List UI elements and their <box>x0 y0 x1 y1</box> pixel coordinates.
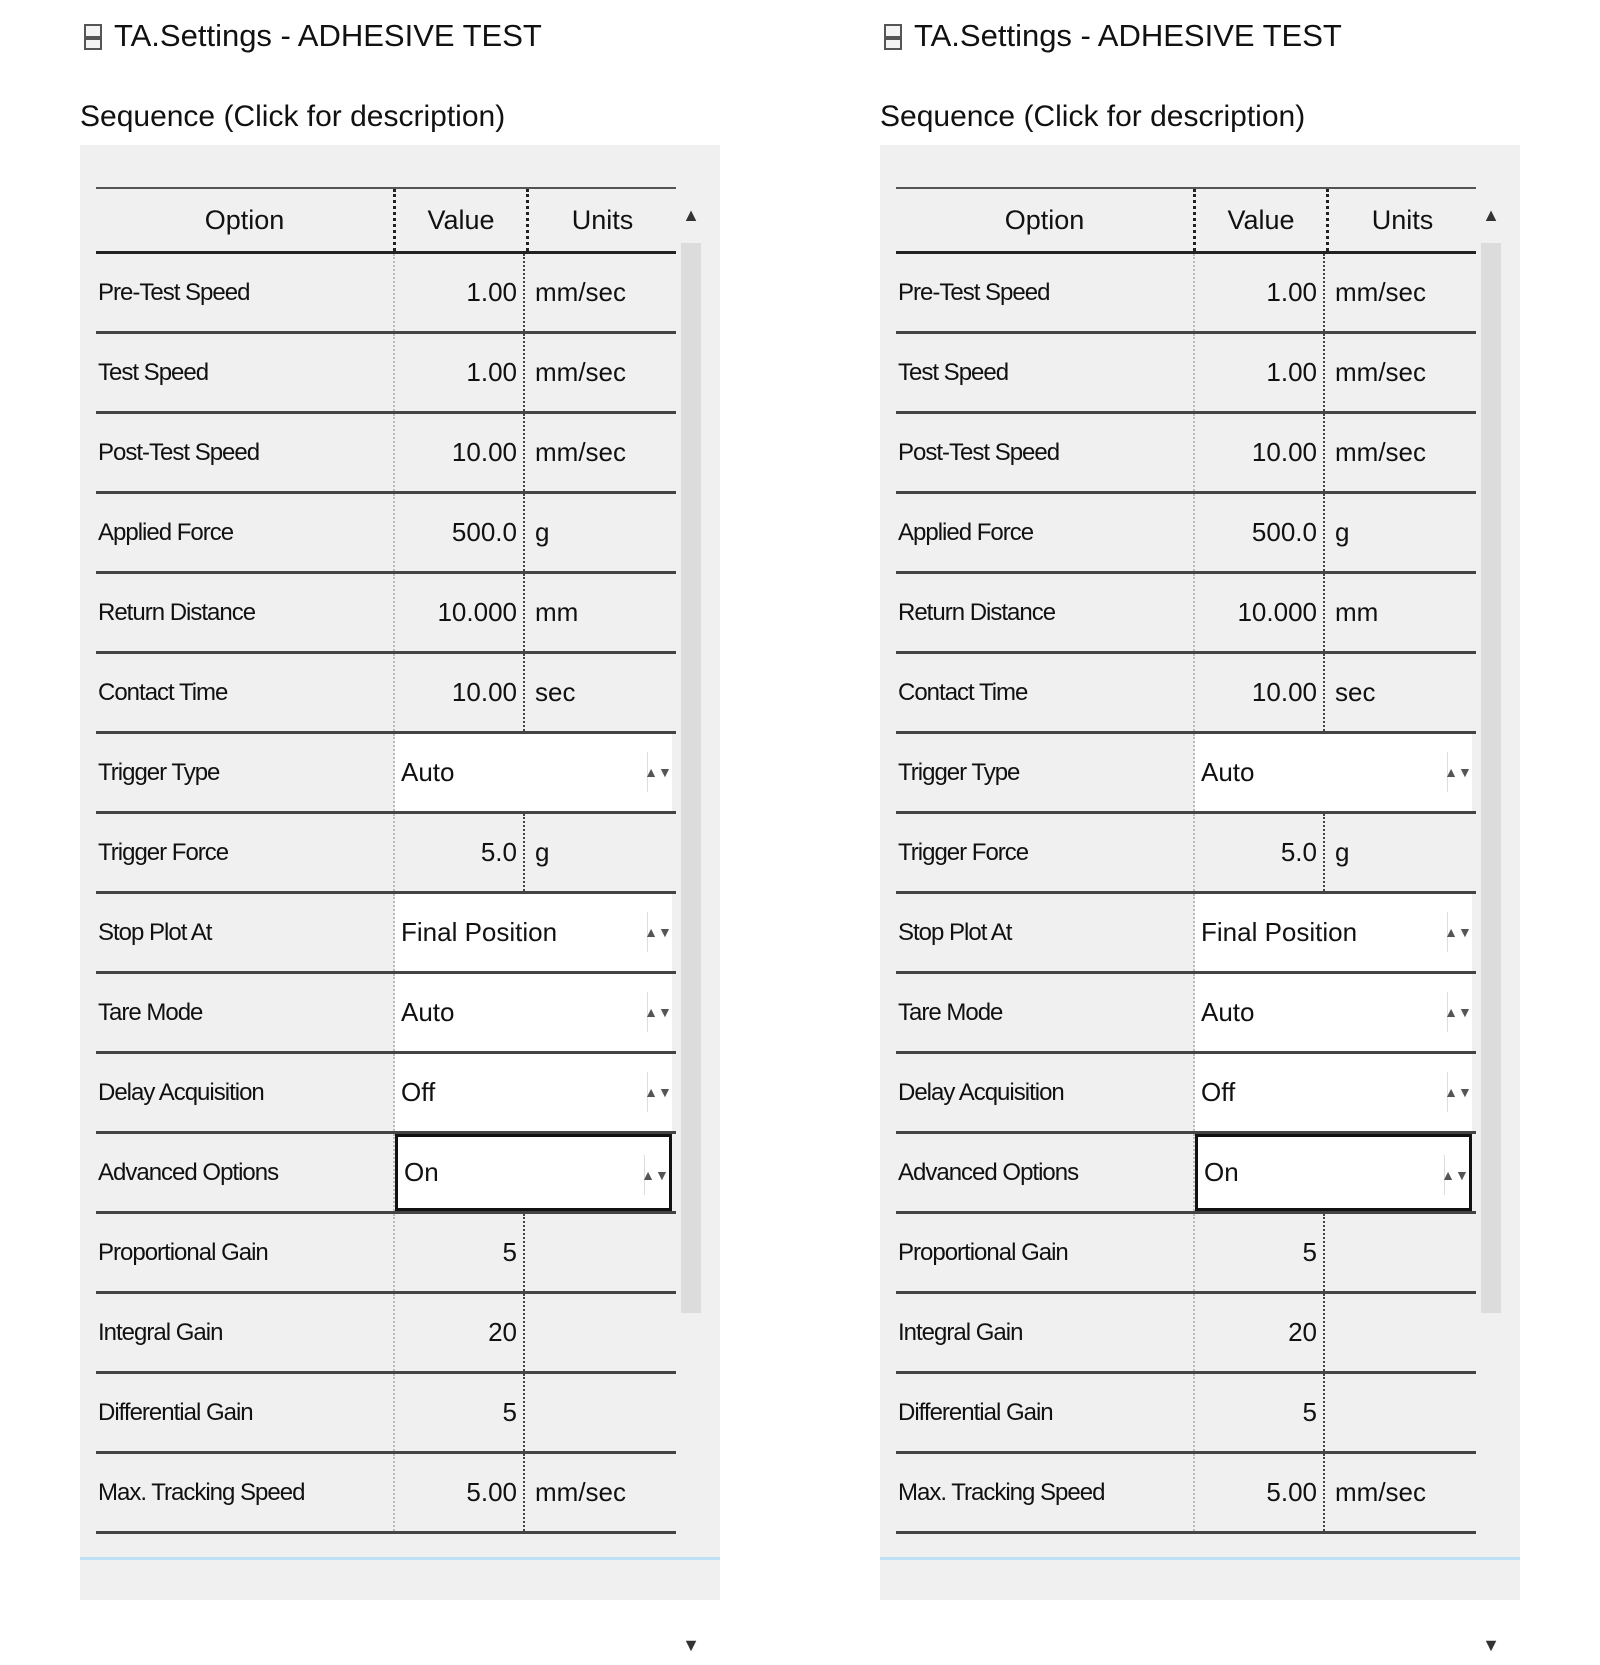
dropdown-arrow-icon[interactable]: ▲▼ <box>1447 1072 1468 1112</box>
table-row-test-speed[interactable] <box>96 334 676 414</box>
option-name: Pre-Test Speed <box>898 278 1050 306</box>
table-rows <box>96 254 676 1534</box>
table-row-post-test-speed[interactable] <box>96 414 676 494</box>
value-input[interactable]: 5 <box>1195 1374 1325 1451</box>
option-name: Contact Time <box>898 678 1028 706</box>
table-row-max-tracking-speed[interactable] <box>896 1454 1476 1534</box>
units-cell: mm <box>1335 597 1379 627</box>
value-input[interactable]: 1.00 <box>395 334 525 411</box>
settings-window-icon <box>80 21 104 51</box>
select-value: Auto <box>401 997 455 1027</box>
units-cell: mm/sec <box>1335 277 1426 307</box>
table-row-trigger-force[interactable] <box>96 814 676 894</box>
table-row-post-test-speed[interactable] <box>896 414 1476 494</box>
option-name: Differential Gain <box>98 1398 253 1426</box>
option-name: Post-Test Speed <box>98 438 260 466</box>
settings-table-box <box>80 145 720 1655</box>
delay-acquisition-select[interactable] <box>395 1054 672 1131</box>
option-name: Proportional Gain <box>98 1238 268 1266</box>
scroll-up-icon[interactable]: ▲ <box>682 204 700 225</box>
scroll-thumb[interactable] <box>1481 243 1501 1313</box>
option-name: Proportional Gain <box>898 1238 1068 1266</box>
option-cell <box>896 974 1195 1051</box>
advanced-options-select[interactable] <box>1195 1134 1472 1211</box>
units-cell: mm/sec <box>535 1477 626 1507</box>
table-row-advanced-options[interactable] <box>896 1134 1476 1214</box>
table-rows <box>896 254 1476 1534</box>
value-input[interactable]: 10.00 <box>395 654 525 731</box>
value-input[interactable]: 10.00 <box>395 414 525 491</box>
option-name: Return Distance <box>898 598 1056 626</box>
value-input[interactable]: 500.0 <box>395 494 525 571</box>
window-title <box>80 14 542 58</box>
units-cell: sec <box>1335 677 1376 707</box>
option-name: Tare Mode <box>98 998 203 1026</box>
table-row-return-distance[interactable] <box>96 574 676 654</box>
trigger-type-select[interactable] <box>395 734 672 811</box>
option-name: Max. Tracking Speed <box>898 1478 1105 1506</box>
table-row-trigger-type[interactable] <box>96 734 676 814</box>
scroll-up-icon[interactable]: ▲ <box>1482 204 1500 225</box>
advanced-options-select[interactable] <box>395 1134 672 1211</box>
option-cell <box>96 414 395 491</box>
table-row-differential-gain[interactable] <box>96 1374 676 1454</box>
table-row-proportional-gain[interactable] <box>96 1214 676 1294</box>
scroll-down-icon[interactable]: ▼ <box>1482 1634 1500 1655</box>
select-value: Auto <box>1201 997 1255 1027</box>
units-cell: mm/sec <box>1335 1477 1426 1507</box>
option-cell <box>896 734 1195 811</box>
table-row-return-distance[interactable] <box>896 574 1476 654</box>
units-cell: mm/sec <box>1335 357 1426 387</box>
header-units[interactable]: Units <box>1371 204 1434 235</box>
table-row-pre-test-speed[interactable] <box>896 254 1476 334</box>
table-row-pre-test-speed[interactable] <box>96 254 676 334</box>
header-option[interactable]: Option <box>96 189 396 251</box>
option-name: Max. Tracking Speed <box>98 1478 305 1506</box>
table-row-stop-plot-at[interactable] <box>96 894 676 974</box>
option-cell <box>96 1134 395 1211</box>
units-cell: g <box>1335 837 1350 867</box>
option-cell <box>96 1054 395 1131</box>
option-name: Delay Acquisition <box>898 1078 1064 1106</box>
units-cell <box>1325 1294 1472 1371</box>
option-name: Stop Plot At <box>98 918 212 946</box>
option-cell <box>896 1134 1195 1211</box>
option-cell <box>896 574 1195 651</box>
table-row-applied-force[interactable] <box>96 494 676 574</box>
option-name: Applied Force <box>98 518 234 546</box>
option-name: Delay Acquisition <box>98 1078 264 1106</box>
option-cell <box>96 1454 395 1531</box>
option-name: Contact Time <box>98 678 228 706</box>
table-row-test-speed[interactable] <box>896 334 1476 414</box>
scrollbar[interactable] <box>1478 195 1504 1655</box>
table-row-integral-gain[interactable] <box>896 1294 1476 1374</box>
option-cell <box>96 1214 395 1291</box>
units-cell: mm <box>535 597 579 627</box>
window-title <box>880 14 1342 58</box>
option-cell <box>96 894 395 971</box>
value-input[interactable]: 20 <box>1195 1294 1325 1371</box>
scrollbar[interactable] <box>678 195 704 1655</box>
units-cell: g <box>535 837 550 867</box>
option-name: Differential Gain <box>898 1398 1053 1426</box>
option-cell <box>896 414 1195 491</box>
value-input[interactable]: 5.0 <box>1195 814 1325 891</box>
option-cell <box>96 494 395 571</box>
option-cell <box>96 814 395 891</box>
units-cell <box>1325 1374 1472 1451</box>
option-cell <box>896 814 1195 891</box>
dropdown-arrow-icon[interactable]: ▲▼ <box>1447 912 1468 952</box>
tare-mode-select[interactable] <box>395 974 672 1051</box>
table-row-delay-acquisition[interactable] <box>96 1054 676 1134</box>
select-value: On <box>1204 1157 1239 1187</box>
option-name: Applied Force <box>898 518 1034 546</box>
option-cell <box>896 1294 1195 1371</box>
option-name: Post-Test Speed <box>898 438 1060 466</box>
option-name: Test Speed <box>98 358 209 386</box>
units-cell <box>525 1294 672 1371</box>
value-input[interactable]: 500.0 <box>1195 494 1325 571</box>
table-row-contact-time[interactable] <box>896 654 1476 734</box>
select-value: Auto <box>401 757 455 787</box>
dropdown-arrow-icon[interactable]: ▲▼ <box>647 992 668 1032</box>
value-input[interactable]: 5.00 <box>395 1454 525 1531</box>
option-name: Integral Gain <box>898 1318 1023 1346</box>
table-row-tare-mode[interactable] <box>896 974 1476 1054</box>
option-name: Trigger Type <box>98 758 220 786</box>
header-option[interactable]: Option <box>896 189 1196 251</box>
select-value: Off <box>401 1077 436 1107</box>
sequence-label[interactable]: Sequence (Click for description) <box>880 100 1306 133</box>
settings-panel-left <box>80 0 720 1655</box>
units-cell: g <box>535 517 550 547</box>
units-cell: sec <box>535 677 576 707</box>
table-row-contact-time[interactable] <box>96 654 676 734</box>
panel-bottom-edge <box>80 1557 720 1560</box>
value-input[interactable]: 10.000 <box>1195 574 1325 651</box>
settings-table <box>96 187 676 1534</box>
header-units[interactable]: Units <box>571 204 634 235</box>
stop-plot-at-select[interactable] <box>1195 894 1472 971</box>
table-row-stop-plot-at[interactable] <box>896 894 1476 974</box>
value-input[interactable]: 1.00 <box>1195 334 1325 411</box>
units-cell: mm/sec <box>535 437 626 467</box>
select-value: Final Position <box>401 917 558 947</box>
option-name: Test Speed <box>898 358 1009 386</box>
value-input[interactable]: 5 <box>395 1374 525 1451</box>
units-cell <box>1325 1214 1472 1291</box>
settings-panel-right <box>880 0 1520 1655</box>
option-cell <box>896 334 1195 411</box>
delay-acquisition-select[interactable] <box>1195 1054 1472 1131</box>
header-value[interactable]: Value <box>396 189 529 251</box>
option-cell <box>96 654 395 731</box>
option-cell <box>896 654 1195 731</box>
option-cell <box>96 254 395 331</box>
option-cell <box>96 574 395 651</box>
dropdown-arrow-icon[interactable]: ▲▼ <box>647 752 668 792</box>
table-row-proportional-gain[interactable] <box>896 1214 1476 1294</box>
table-row-integral-gain[interactable] <box>96 1294 676 1374</box>
select-value: Off <box>1201 1077 1236 1107</box>
sequence-header[interactable] <box>80 92 505 142</box>
units-cell: mm/sec <box>1335 437 1426 467</box>
panel-bottom-edge <box>880 1557 1520 1560</box>
value-input[interactable]: 10.00 <box>1195 654 1325 731</box>
dropdown-arrow-icon[interactable]: ▲▼ <box>647 1072 668 1112</box>
select-value: Final Position <box>1201 917 1358 947</box>
option-cell <box>896 254 1195 331</box>
table-row-trigger-type[interactable] <box>896 734 1476 814</box>
scroll-thumb[interactable] <box>681 243 701 1313</box>
option-name: Advanced Options <box>898 1158 1079 1186</box>
value-input[interactable]: 5 <box>1195 1214 1325 1291</box>
settings-window-icon <box>880 21 904 51</box>
value-input[interactable]: 5.00 <box>1195 1454 1325 1531</box>
units-cell <box>525 1374 672 1451</box>
option-cell <box>896 1214 1195 1291</box>
option-cell <box>896 894 1195 971</box>
option-cell <box>896 494 1195 571</box>
value-input[interactable]: 20 <box>395 1294 525 1371</box>
select-value: Auto <box>1201 757 1255 787</box>
option-cell <box>96 1294 395 1371</box>
stop-plot-at-select[interactable] <box>395 894 672 971</box>
value-input[interactable]: 1.00 <box>395 254 525 331</box>
table-row-tare-mode[interactable] <box>96 974 676 1054</box>
window-title-text: TA.Settings - ADHESIVE TEST <box>114 18 542 53</box>
value-input[interactable]: 1.00 <box>1195 254 1325 331</box>
option-name: Integral Gain <box>98 1318 223 1346</box>
dropdown-arrow-icon[interactable]: ▲▼ <box>1444 1155 1465 1195</box>
value-input[interactable]: 5 <box>395 1214 525 1291</box>
option-cell <box>896 1454 1195 1531</box>
sequence-header[interactable] <box>880 92 1305 142</box>
option-cell <box>96 1374 395 1451</box>
option-name: Stop Plot At <box>898 918 1012 946</box>
option-cell <box>96 974 395 1051</box>
option-cell <box>96 334 395 411</box>
option-name: Return Distance <box>98 598 256 626</box>
option-name: Trigger Type <box>898 758 1020 786</box>
value-input[interactable]: 5.0 <box>395 814 525 891</box>
option-cell <box>96 734 395 811</box>
tare-mode-select[interactable] <box>1195 974 1472 1051</box>
dropdown-arrow-icon[interactable]: ▲▼ <box>644 1155 665 1195</box>
settings-table <box>896 187 1476 1534</box>
value-input[interactable]: 10.00 <box>1195 414 1325 491</box>
option-name: Pre-Test Speed <box>98 278 250 306</box>
units-cell <box>525 1214 672 1291</box>
window-title-text: TA.Settings - ADHESIVE TEST <box>914 18 1342 53</box>
option-cell <box>896 1374 1195 1451</box>
units-cell: g <box>1335 517 1350 547</box>
table-row-applied-force[interactable] <box>896 494 1476 574</box>
scroll-down-icon[interactable]: ▼ <box>682 1634 700 1655</box>
option-name: Advanced Options <box>98 1158 279 1186</box>
table-header <box>896 187 1476 254</box>
units-cell: mm/sec <box>535 357 626 387</box>
table-row-advanced-options[interactable] <box>96 1134 676 1214</box>
settings-table-box <box>880 145 1520 1655</box>
option-name: Trigger Force <box>898 838 1029 866</box>
table-row-trigger-force[interactable] <box>896 814 1476 894</box>
table-row-max-tracking-speed[interactable] <box>96 1454 676 1534</box>
option-name: Tare Mode <box>898 998 1003 1026</box>
option-name: Trigger Force <box>98 838 229 866</box>
dropdown-arrow-icon[interactable]: ▲▼ <box>1447 992 1468 1032</box>
dropdown-arrow-icon[interactable]: ▲▼ <box>1447 752 1468 792</box>
table-header <box>96 187 676 254</box>
sequence-label[interactable]: Sequence (Click for description) <box>80 100 506 133</box>
trigger-type-select[interactable] <box>1195 734 1472 811</box>
table-row-differential-gain[interactable] <box>896 1374 1476 1454</box>
dropdown-arrow-icon[interactable]: ▲▼ <box>647 912 668 952</box>
value-input[interactable]: 10.000 <box>395 574 525 651</box>
option-cell <box>896 1054 1195 1131</box>
header-value[interactable]: Value <box>1196 189 1329 251</box>
units-cell: mm/sec <box>535 277 626 307</box>
select-value: On <box>404 1157 439 1187</box>
table-row-delay-acquisition[interactable] <box>896 1054 1476 1134</box>
